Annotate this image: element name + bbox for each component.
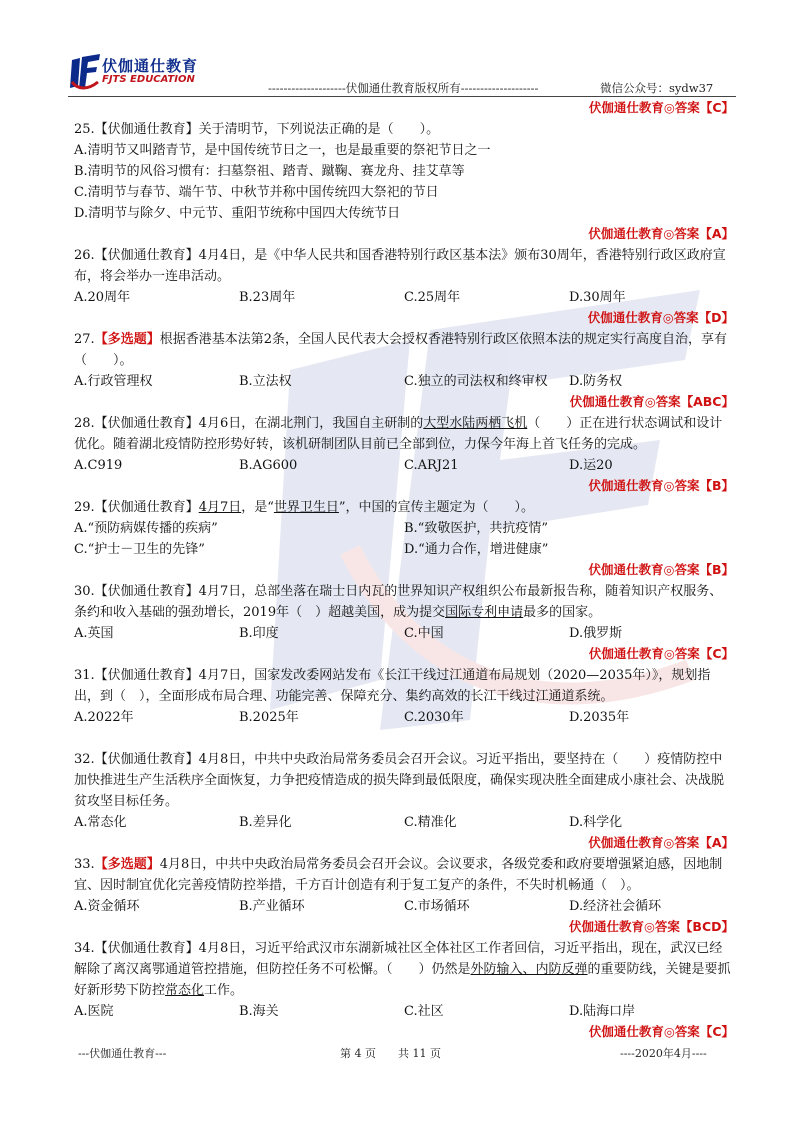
question-stem: 25.【伏伽通仕教育】关于清明节，下列说法正确的是（ ）。 bbox=[74, 122, 440, 137]
options-row bbox=[74, 287, 734, 308]
answer-line: 伏伽通仕教育◎答案【B】 bbox=[588, 478, 734, 493]
options-row bbox=[74, 623, 734, 644]
multi-choice-tag: 【多选题】 bbox=[94, 332, 160, 347]
option-a: A.“预防病媒传播的疾病” bbox=[74, 521, 218, 536]
header-divider bbox=[68, 96, 736, 97]
option-a: A.清明节又叫踏青节，是中国传统节日之一，也是最重要的祭祀节日之一 bbox=[74, 143, 491, 158]
option-d: D.陆海口岸 bbox=[569, 1004, 636, 1019]
copyright-notice: --------------------伏伽通仕教育版权所有-------------------- bbox=[268, 81, 539, 95]
option-d: D.俄罗斯 bbox=[569, 626, 623, 641]
option-a: A.C919 bbox=[74, 458, 123, 473]
footer-brand: ---伏伽通仕教育--- bbox=[78, 1047, 167, 1060]
answer-line: 伏伽通仕教育◎答案【ABC】 bbox=[569, 394, 734, 409]
brand-name-cn: 伏伽通仕教育 bbox=[102, 57, 199, 75]
question-30 bbox=[74, 581, 734, 665]
options-row bbox=[74, 896, 734, 917]
question-27 bbox=[74, 329, 734, 413]
question-stem: 27.【多选题】根据香港基本法第2条，全国人民代表大会授权香港特别行政区依照本法的规定实行高度自治，享有（ ）。 bbox=[74, 332, 727, 368]
brand-logo bbox=[68, 52, 208, 92]
option-a: A.资金循环 bbox=[74, 899, 140, 914]
options-row bbox=[74, 455, 734, 476]
question-stem: 29.【伏伽通仕教育】4月7日，是“世界卫生日”，中国的宣传主题定为（ ）。 bbox=[74, 500, 535, 515]
option-c: C.市场循环 bbox=[404, 899, 470, 914]
option-a: A.20周年 bbox=[74, 290, 131, 305]
option-d: D.运20 bbox=[569, 458, 613, 473]
page-footer bbox=[0, 1045, 800, 1065]
option-d: D.清明节与除夕、中元节、重阳节统称中国四大传统节日 bbox=[74, 206, 401, 221]
question-28 bbox=[74, 413, 734, 497]
option-b: B.AG600 bbox=[239, 458, 298, 473]
option-c: C.精准化 bbox=[404, 815, 457, 830]
question-25 bbox=[74, 119, 734, 245]
options-row bbox=[74, 518, 734, 539]
option-c: C.“护士－卫生的先锋” bbox=[74, 542, 205, 557]
option-d: D.经济社会循环 bbox=[569, 899, 662, 914]
option-b: B.印度 bbox=[239, 626, 279, 641]
wechat-account: 微信公众号：sydw37 bbox=[600, 81, 714, 95]
answer-line: 伏伽通仕教育◎答案【C】 bbox=[588, 646, 734, 661]
option-b: B.差异化 bbox=[239, 815, 292, 830]
option-d: D.科学化 bbox=[569, 815, 623, 830]
option-b: B.“致敬医护，共抗疫情” bbox=[404, 521, 548, 536]
fjts-logo-icon bbox=[68, 52, 102, 92]
option-b: B.产业循环 bbox=[239, 899, 305, 914]
option-b: B.海关 bbox=[239, 1004, 279, 1019]
answer-line: 伏伽通仕教育◎答案【BCD】 bbox=[569, 919, 734, 934]
question-33 bbox=[74, 854, 734, 938]
options-row bbox=[74, 539, 734, 560]
footer-date: ----2020年4月---- bbox=[620, 1047, 707, 1060]
option-a: A.常态化 bbox=[74, 815, 127, 830]
page-header bbox=[0, 0, 800, 110]
question-29 bbox=[74, 497, 734, 581]
option-b: B.立法权 bbox=[239, 374, 292, 389]
question-stem: 34.【伏伽通仕教育】4月8日，习近平给武汉市东湖新城社区全体社区工作者回信，习近平指出，现在，武汉已经解除了离汉离鄂通道管控措施，但防控任务不可松懈。（ ）仍然是外防输入、内防反弹的重要防线，关键是要抓好新形势下防控常态化工作。 bbox=[74, 941, 731, 998]
answer-line: 伏伽通仕教育◎答案【D】 bbox=[587, 310, 734, 325]
option-a: A.英国 bbox=[74, 626, 114, 641]
option-a: A.行政管理权 bbox=[74, 374, 153, 389]
option-d: D.防务权 bbox=[569, 374, 623, 389]
brand-name-en: FJTS EDUCATION bbox=[102, 74, 195, 85]
option-d: D.“通力合作，增进健康” bbox=[404, 542, 549, 557]
question-stem: 30.【伏伽通仕教育】4月7日，总部坐落在瑞士日内瓦的世界知识产权组织公布最新报告称，随着知识产权服务、条约和收入基础的强劲增长，2019年（ ）超越美国，成为提交国际专利申请最多的国家。 bbox=[74, 584, 723, 620]
options-row bbox=[74, 812, 734, 833]
option-c: C.2030年 bbox=[404, 710, 464, 725]
answer-line: 伏伽通仕教育◎答案【C】 bbox=[588, 1024, 734, 1039]
multi-choice-tag: 【多选题】 bbox=[94, 857, 160, 872]
option-c: C.ARJ21 bbox=[404, 458, 459, 473]
option-d: D.30周年 bbox=[569, 290, 626, 305]
question-stem: 26.【伏伽通仕教育】4月4日，是《中华人民共和国香港特别行政区基本法》颁布30周年，香港特别行政区政府宣布，将会举办一连串活动。 bbox=[74, 248, 726, 284]
option-a: A.医院 bbox=[74, 1004, 114, 1019]
answer-line: 伏伽通仕教育◎答案【A】 bbox=[588, 835, 734, 850]
option-c: C.清明节与春节、端午节、中秋节并称中国传统四大祭祀的节日 bbox=[74, 185, 439, 200]
answer-line: 伏伽通仕教育◎答案【C】 bbox=[588, 100, 734, 115]
question-stem: 31.【伏伽通仕教育】4月7日，国家发改委网站发布《长江干线过江通道布局规划（2020—2035年）》，规划指出，到（ ），全面形成布局合理、功能完善、保障充分、集约高效的长江干线过江通道系统。 bbox=[74, 668, 711, 704]
option-b: B.清明节的风俗习惯有：扫墓祭祖、踏青、蹴鞠、赛龙舟、挂艾草等 bbox=[74, 164, 465, 179]
option-b: B.2025年 bbox=[239, 710, 299, 725]
options-row bbox=[74, 1001, 734, 1022]
question-32 bbox=[74, 749, 734, 854]
option-c: C.中国 bbox=[404, 626, 444, 641]
option-c: C.社区 bbox=[404, 1004, 444, 1019]
option-c: C.独立的司法权和终审权 bbox=[404, 374, 548, 389]
options-row bbox=[74, 707, 734, 728]
question-34 bbox=[74, 938, 734, 1043]
question-26 bbox=[74, 245, 734, 329]
option-b: B.23周年 bbox=[239, 290, 296, 305]
option-d: D.2035年 bbox=[569, 710, 630, 725]
options-row bbox=[74, 371, 734, 392]
question-stem: 32.【伏伽通仕教育】4月8日，中共中央政治局常务委员会召开会议。习近平指出，要坚持在（ ）疫情防控中加快推进生产生活秩序全面恢复，力争把疫情造成的损失降到最低限度，确保实现决胜全面建成小康社会、决战脱贫攻坚目标任务。 bbox=[74, 752, 725, 809]
question-stem: 28.【伏伽通仕教育】4月6日，在湖北荆门，我国自主研制的大型水陆两栖飞机（ ）正在进行状态调试和设计优化。随着湖北疫情防控形势好转，该机研制团队目前已全部到位，力保今年海上首飞任务的完成。 bbox=[74, 416, 723, 452]
question-list bbox=[74, 98, 734, 1043]
option-a: A.2022年 bbox=[74, 710, 134, 725]
option-c: C.25周年 bbox=[404, 290, 461, 305]
answer-line: 伏伽通仕教育◎答案【A】 bbox=[588, 226, 734, 241]
answer-line: 伏伽通仕教育◎答案【B】 bbox=[588, 562, 734, 577]
question-31 bbox=[74, 665, 734, 728]
page-number: 第 4 页 共 11 页 bbox=[340, 1047, 441, 1060]
question-stem: 33.【多选题】4月8日，中共中央政治局常务委员会召开会议。会议要求，各级党委和政府要增强紧迫感，因地制宜、因时制宜优化完善疫情防控举措，千方百计创造有利于复工复产的条件，不失时机畅通（ ）。 bbox=[74, 857, 723, 893]
